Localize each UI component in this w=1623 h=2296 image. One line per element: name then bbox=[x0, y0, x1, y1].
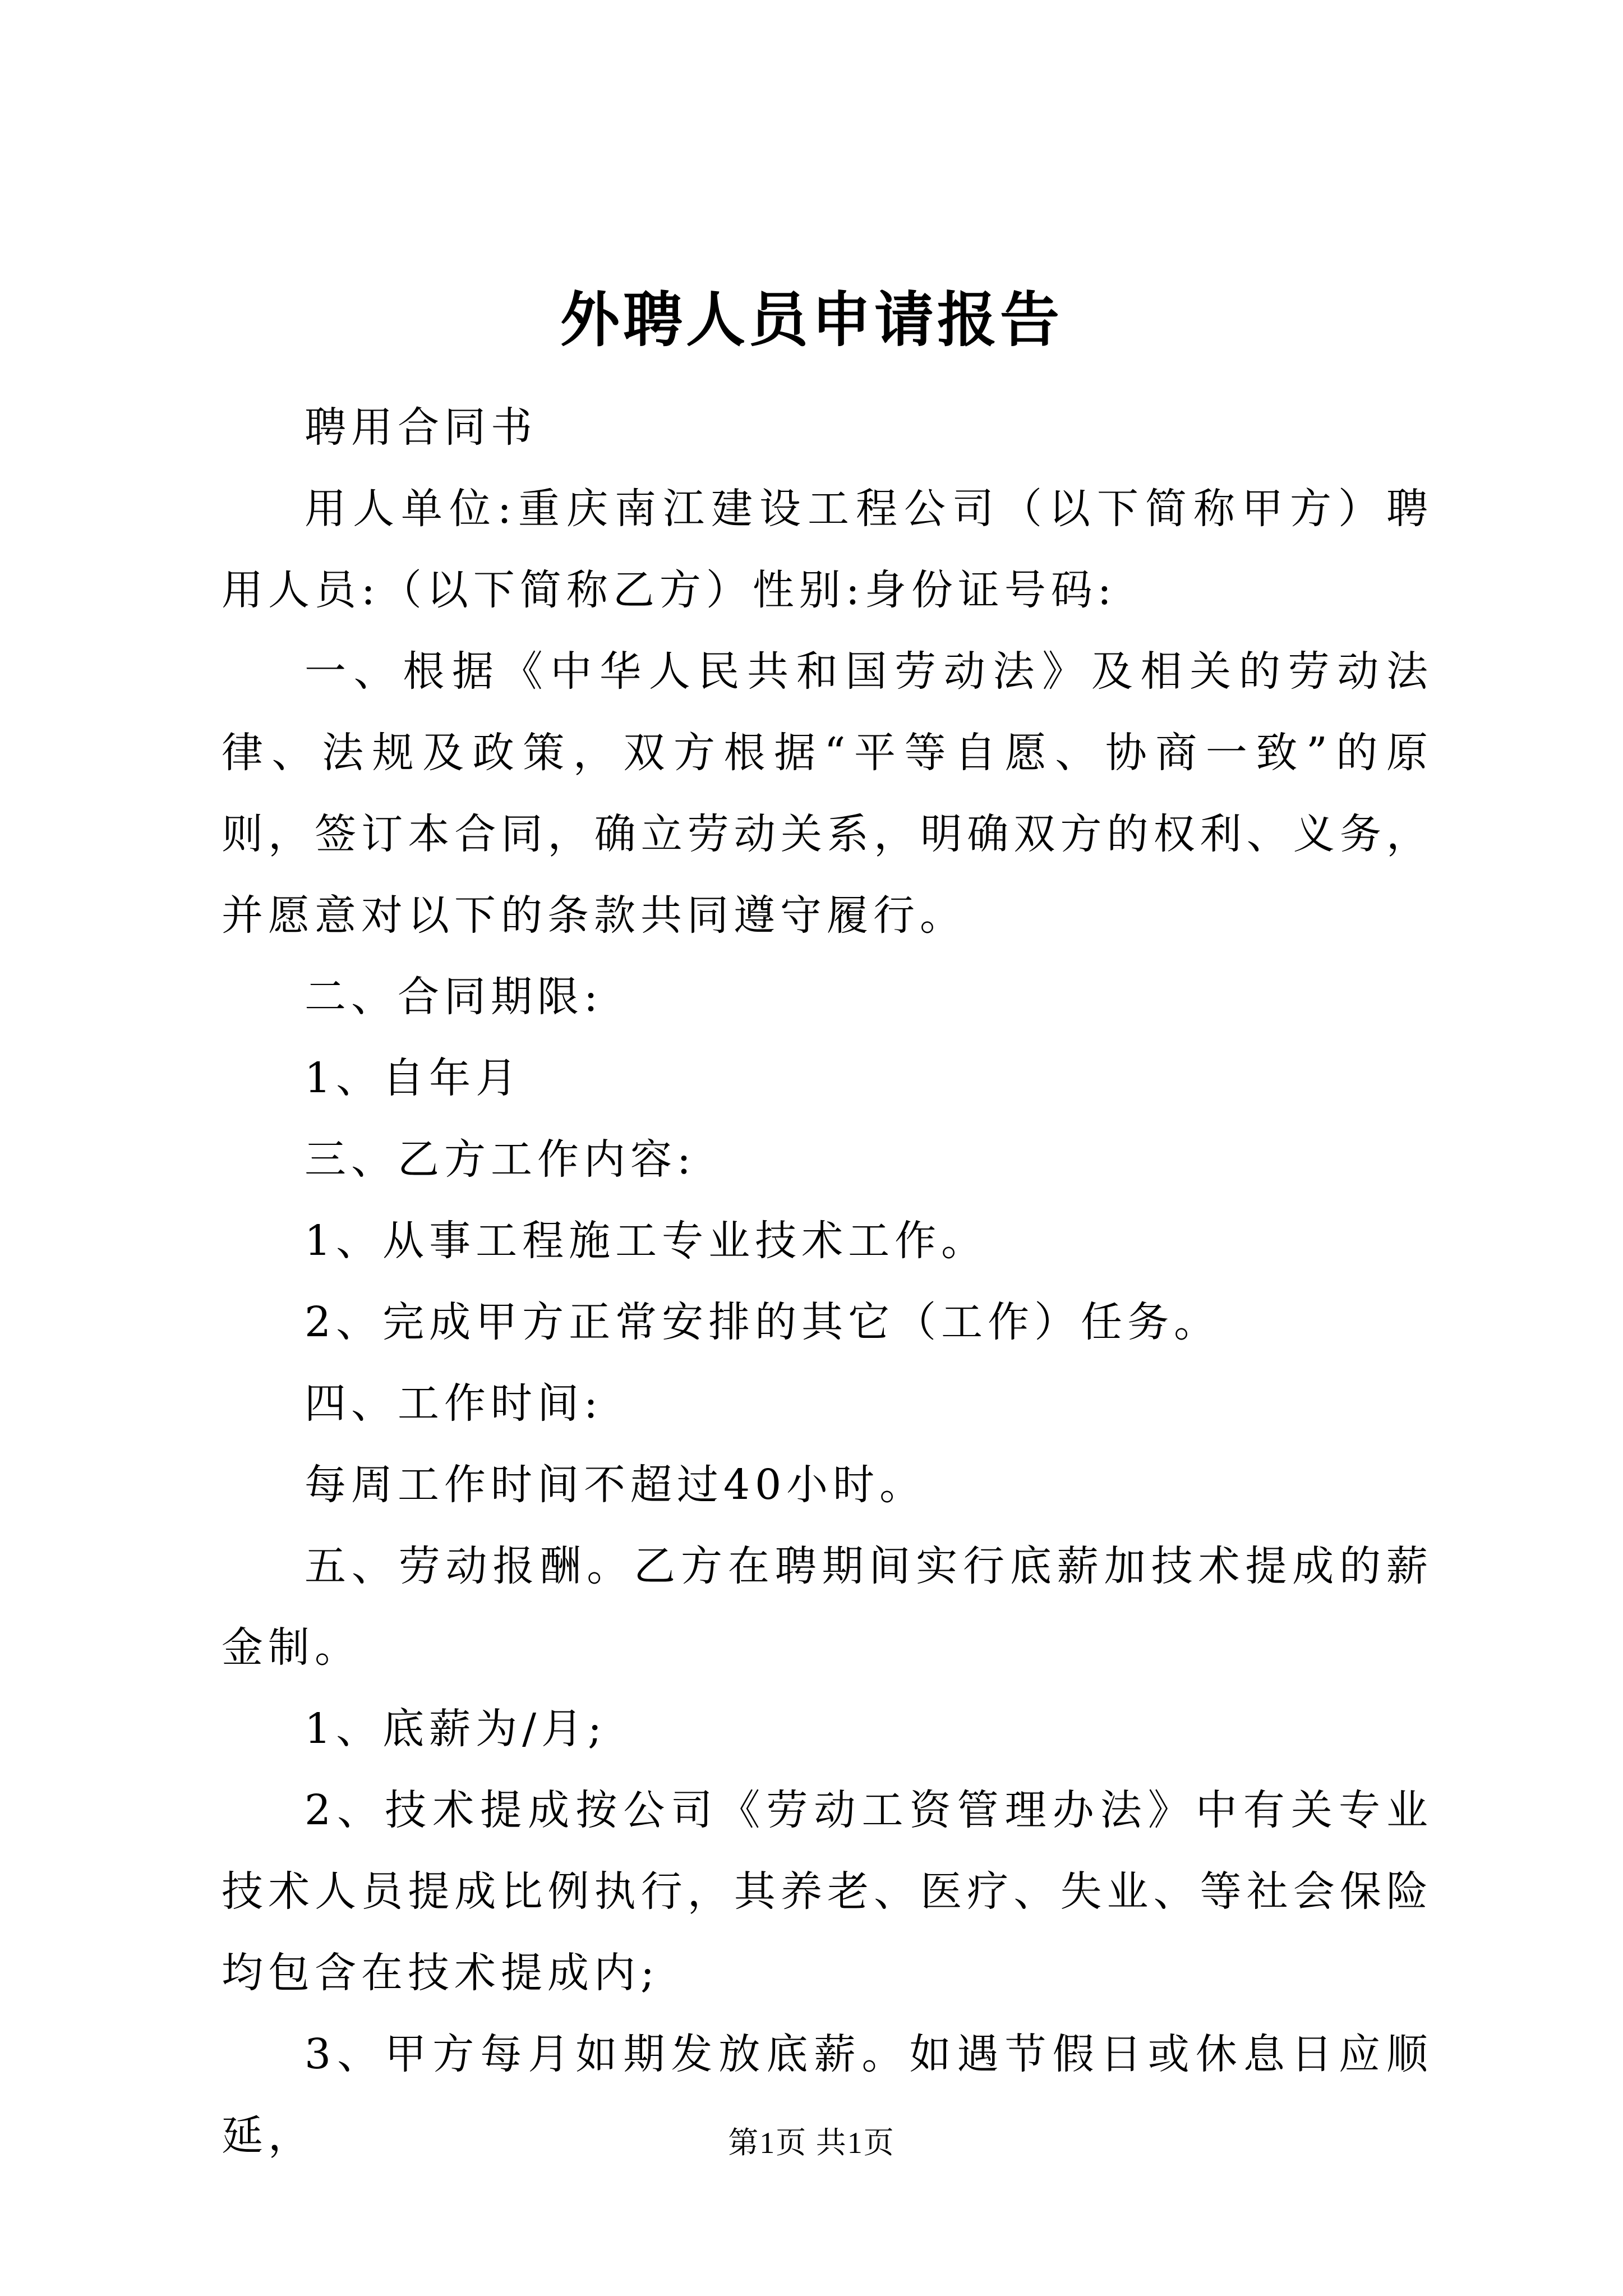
paragraph-clause-3-item-2: 2、完成甲方正常安排的其它（工作）任务。 bbox=[305, 1298, 1221, 1346]
paragraph-clause-4-text: 每周工作时间不超过40小时。 bbox=[305, 1461, 926, 1509]
paragraph-clause-4-heading: 四、工作时间: bbox=[305, 1379, 603, 1428]
paragraph-clause-5-heading: 五、劳动报酬。乙方在聘期间实行底薪加技术提成的薪金制。 bbox=[222, 1542, 1433, 1672]
paragraph-clause-2-heading: 二、合同期限: bbox=[305, 973, 603, 1021]
document-title: 外聘人员申请报告 bbox=[560, 284, 1063, 355]
paragraph-clause-5-item-3: 3、甲方每月如期发放底薪。如遇节假日或休息日应顺延， bbox=[222, 2030, 1433, 2160]
paragraph-clause-2-item-1: 1、自年月 bbox=[305, 1054, 523, 1102]
paragraph-contract-heading: 聘用合同书 bbox=[305, 403, 537, 452]
paragraph-clause-1: 一、根据《中华人民共和国劳动法》及相关的劳动法律、法规及政策，双方根据“平等自愿、协商一致”的原则，签订本合同，确立劳动关系，明确双方的权利、义务，并愿意对以下的条款共同遵守履行。 bbox=[222, 647, 1433, 940]
paragraph-clause-5-item-1: 1、底薪为/月; bbox=[305, 1705, 607, 1753]
paragraph-clause-5-item-2: 2、技术提成按公司《劳动工资管理办法》中有关专业技术人员提成比例执行，其养老、医疗、失业、等社会保险均包含在技术提成内; bbox=[222, 1786, 1433, 1997]
paragraph-clause-3-heading: 三、乙方工作内容: bbox=[305, 1135, 696, 1184]
paragraph-clause-3-item-1: 1、从事工程施工专业技术工作。 bbox=[305, 1217, 988, 1265]
document-body bbox=[222, 387, 1433, 2177]
paragraph-parties: 用人单位:重庆南江建设工程公司（以下简称甲方）聘用人员:（以下简称乙方）性别:身份证号码: bbox=[222, 485, 1433, 614]
page-footer: 第1页 共1页 bbox=[728, 2126, 895, 2160]
